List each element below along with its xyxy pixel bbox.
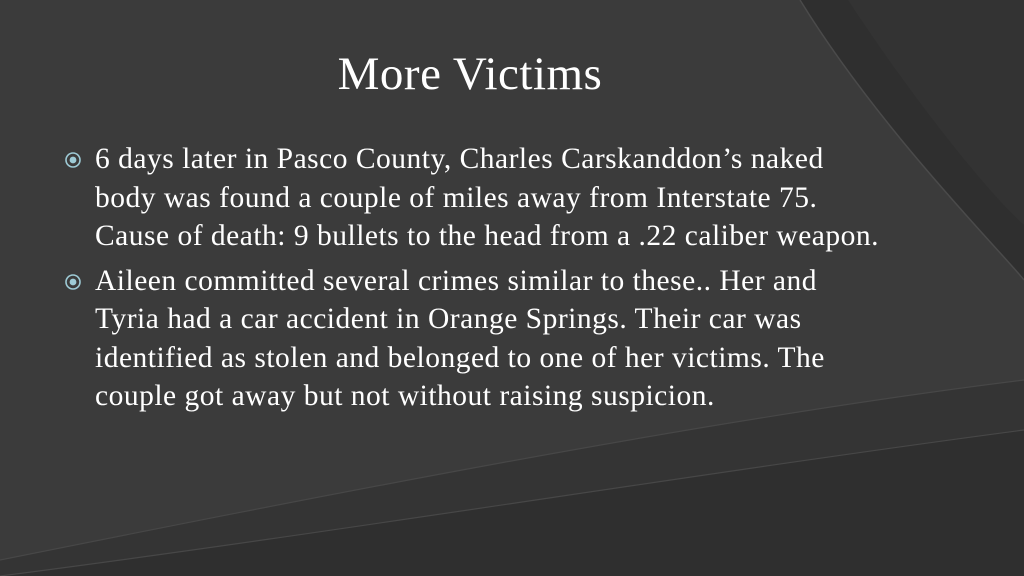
slide-title: More Victims [337,48,603,100]
target-bullet-icon [64,273,82,291]
bullet-text: Aileen committed several crimes similar to these.. Her and Tyria had a car accident in Orange Springs. Their car was identified as stolen and belonged to one of her victims. The couple got away but not without raising suspicion. [95,264,825,412]
bullet-list [64,140,884,422]
bullet-item [64,262,884,416]
target-bullet-icon [64,151,82,169]
bullet-item [64,140,884,256]
bullet-text: 6 days later in Pasco County, Charles Carskanddon’s naked body was found a couple of miles away from Interstate 75. Cause of death: 9 bullets to the head from a .22 caliber weapon. [95,143,880,252]
